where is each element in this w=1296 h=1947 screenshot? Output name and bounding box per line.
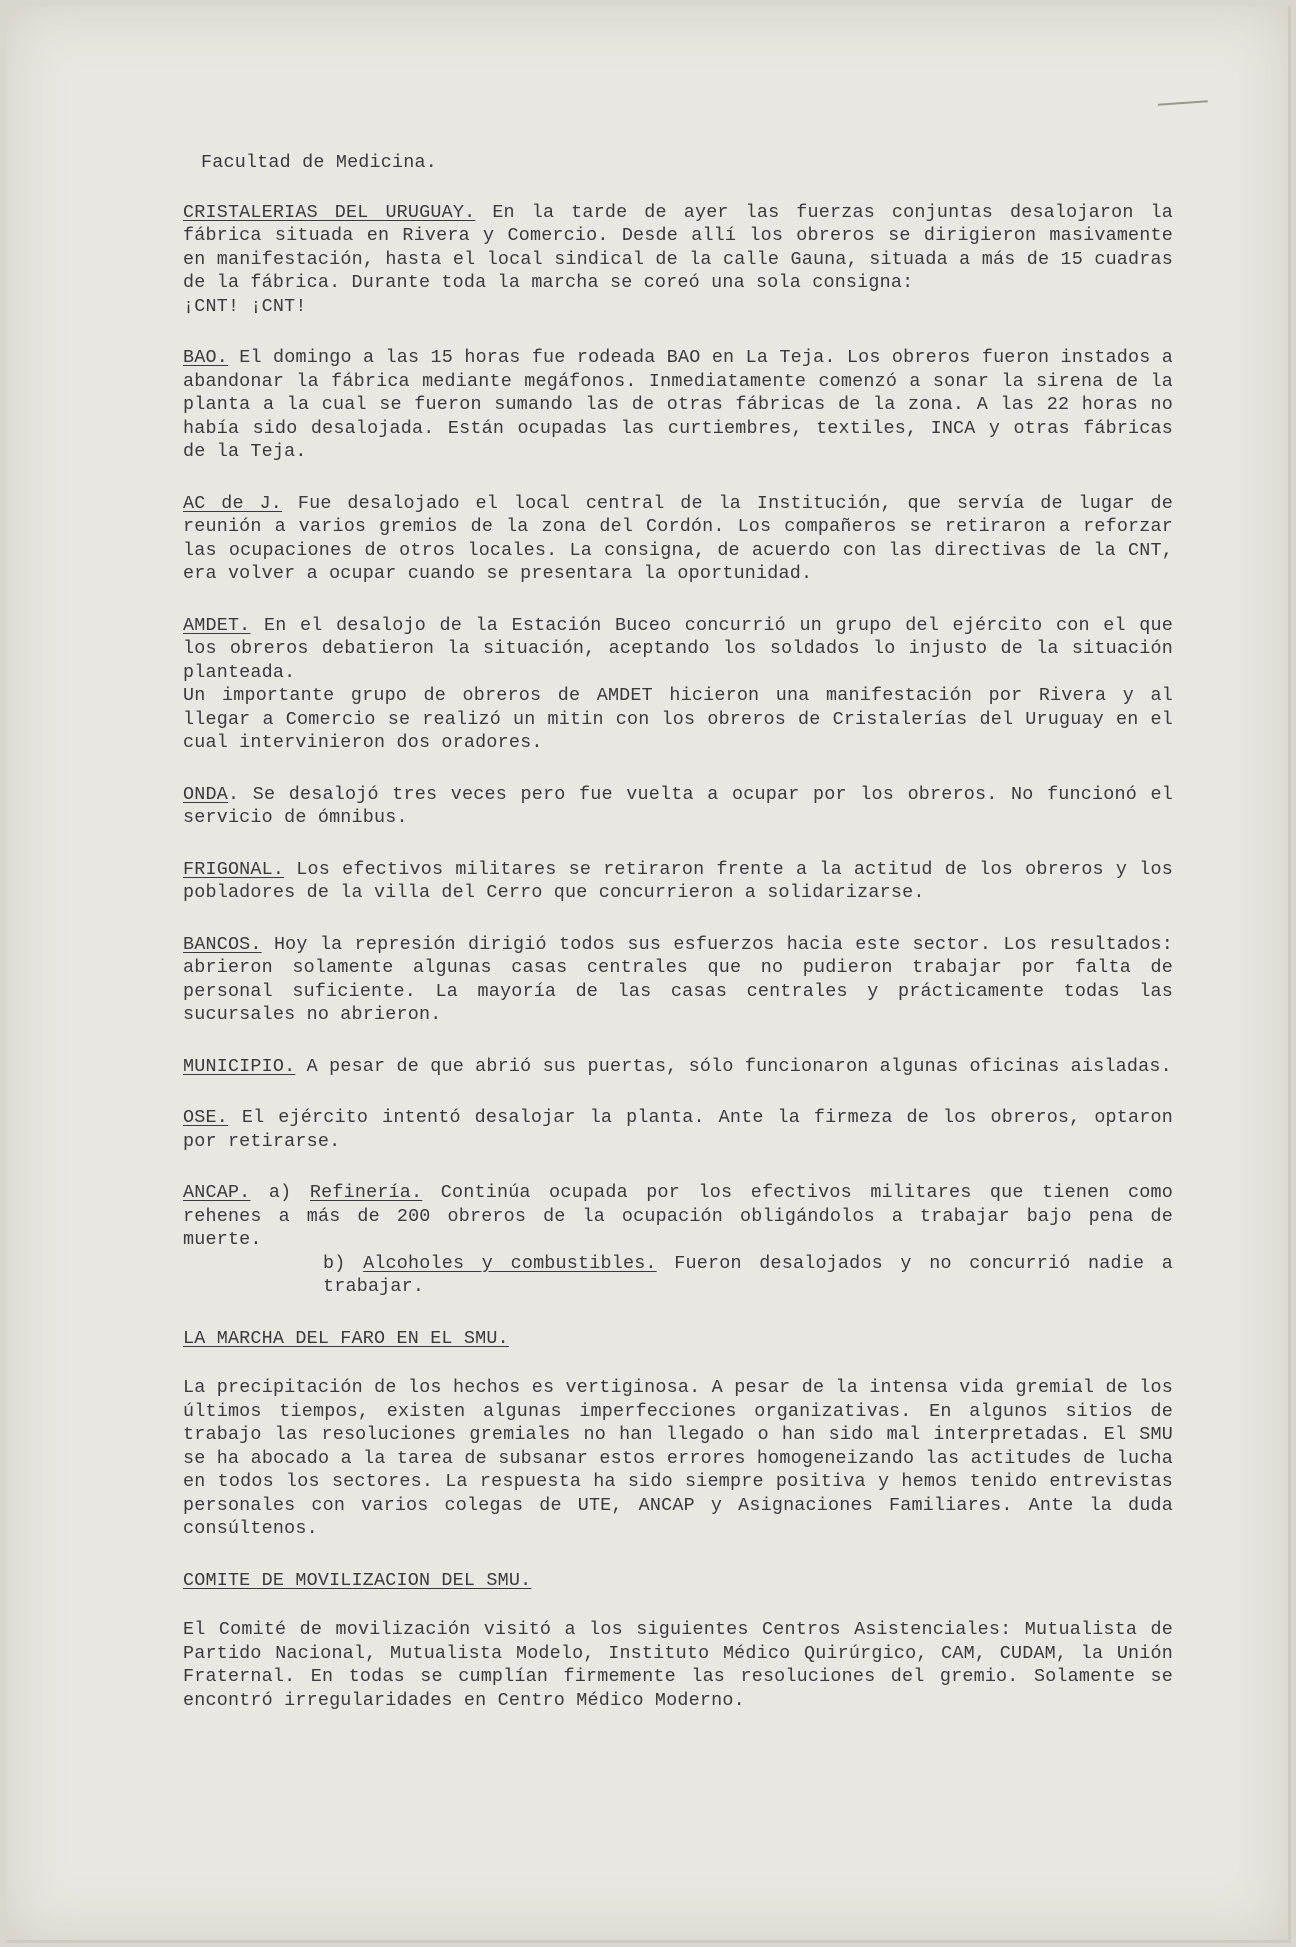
section-heading: ANCAP.	[183, 1182, 251, 1203]
sub-heading: Refinería.	[309, 1182, 423, 1203]
section-heading: OSE.	[183, 1107, 228, 1128]
section-text: En la tarde de ayer las fuerzas conjuntas desalojaron la fábrica situada en Rivera y Comercio. Desde allí los obreros se dirigieron masivamente en manifestación, hasta el local sindical de la calle Gauna, situada a más de 15 cuadras de la fábrica. Durante toda la marcha se coreó una sola consigna:	[183, 201, 1173, 293]
section-text: En el desalojo de la Estación Buceo concurrió un grupo del ejército con el que los obreros debatieron la situación, aceptando los soldados lo injusto de la situación planteada.	[183, 614, 1174, 683]
section-heading: COMITE DE MOVILIZACION DEL SMU.	[183, 1569, 532, 1591]
section-ac-de-j	[183, 492, 1173, 586]
section-heading: CRISTALERIAS DEL URUGUAY.	[183, 201, 476, 223]
section-text: El Comité de movilización visitó a los siguientes Centros Asistenciales: Mutualista de Partido Nacional, Mutualista Modelo, Instituto Médico Quirúrgico, CAM, CUDAM, la Unión Fraternal. En todas se cumplían firmemente las resoluciones del gremio. Solamente se encontró irregularidades en Centro Médico Moderno.	[183, 1619, 1173, 1711]
section-text: La precipitación de los hechos es vertiginosa. A pesar de la intensa vida gremial de los últimos tiempos, existen algunas imperfecciones organizativas. En algunos sitios de trabajo las resoluciones gremiales no han llegado o han sido mal interpretadas. El SMU se ha abocado a la tarea de subsanar estos errores homogeneizando las actitudes de lucha en todos los sectores. La respuesta ha sido siempre positiva y hemos tenido entrevistas personales con varios colegas de UTE, ANCAP y Asignaciones Familiares. Ante la duda consúltenos.	[183, 1377, 1173, 1539]
section-onda	[183, 783, 1173, 830]
sub-label: a)	[268, 1182, 292, 1203]
sub-label: b)	[323, 1252, 346, 1274]
section-text-continued: Un importante grupo de obreros de AMDET hicieron una manifestación por Rivera y al llegar a Comercio se realizó un mitin con los obreros de Cristalerías del Uruguay en el cual intervinieron dos oradores.	[183, 685, 1173, 753]
section-heading: MUNICIPIO.	[183, 1055, 296, 1077]
section-text: . Se desalojó tres veces pero fue vuelta a ocupar por los obreros. No funcionó el servicio de ómnibus.	[183, 783, 1173, 828]
section-heading: ONDA	[183, 783, 228, 805]
section-text: Fue desalojado el local central de la Institución, que servía de lugar de reunión a varios gremios de la zona del Cordón. Los compañeros se retiraron a reforzar las ocupaciones de otros locales. La consigna, de acuerdo con las directivas de la CNT, era volver a ocupar cuando se presentara la oportunidad.	[183, 492, 1173, 584]
section-amdet	[183, 614, 1173, 755]
section-heading: BAO.	[183, 347, 228, 368]
section-heading: BANCOS.	[183, 933, 262, 955]
section-text: El domingo a las 15 horas fue rodeada BAO en La Teja. Los obreros fueron instados a abandonar la fábrica mediante megáfonos. Inmediatamente comenzó a sonar la sirena de la planta a la cual se fueron sumando las de otras fábricas de la zona. A las 22 horas no había sido desalojada. Están ocupadas las curtiembres, textiles, INCA y otras fábricas de la Teja.	[183, 347, 1173, 462]
section-text: Los efectivos militares se retiraron frente a la actitud de los obreros y los pobladores de la villa del Cerro que concurrieron a solidarizarse.	[183, 858, 1173, 903]
section-text: Fueron desalojados y no concurrió nadie a trabajar.	[323, 1252, 1174, 1297]
section-marcha-faro	[183, 1327, 1173, 1541]
section-municipio	[183, 1055, 1173, 1079]
section-heading: LA MARCHA DEL FARO EN EL SMU.	[183, 1327, 509, 1349]
section-ose	[183, 1106, 1173, 1153]
sub-heading: Alcoholes y combustibles.	[363, 1252, 657, 1274]
staple-mark	[1158, 100, 1208, 111]
document-sheet	[6, 6, 1291, 1943]
section-text: Continúa ocupada por los efectivos militares que tienen como rehenes a más de 200 obreros de la ocupación obligándolos a trabajar bajo pena de muerte.	[183, 1182, 1173, 1250]
section-text: El ejército intentó desalojar la planta. Ante la firmeza de los obreros, optaron por retirarse.	[183, 1107, 1173, 1152]
section-cristalerias	[183, 201, 1173, 319]
section-bao	[183, 346, 1173, 464]
section-text: A pesar de que abrió sus puertas, sólo funcionaron algunas oficinas aisladas.	[306, 1055, 1172, 1077]
slogan: ¡CNT! ¡CNT!	[183, 295, 307, 317]
section-comite	[183, 1569, 1173, 1713]
section-ancap	[183, 1181, 1173, 1299]
section-heading: AC de J.	[183, 492, 283, 514]
section-bancos	[183, 933, 1173, 1027]
section-heading: AMDET.	[183, 614, 251, 636]
section-text: Hoy la represión dirigió todos sus esfuerzos hacia este sector. Los resultados: abrieron solamente algunas casas centrales que no pudieron trabajar por falta de personal suficiente. La mayoría de las casas centrales y prácticamente todas las sucursales no abrieron.	[183, 933, 1173, 1025]
section-heading: FRIGONAL.	[183, 858, 285, 880]
document-body	[183, 151, 1173, 1740]
section-frigonal	[183, 858, 1173, 905]
document-header: Facultad de Medicina.	[201, 152, 437, 173]
